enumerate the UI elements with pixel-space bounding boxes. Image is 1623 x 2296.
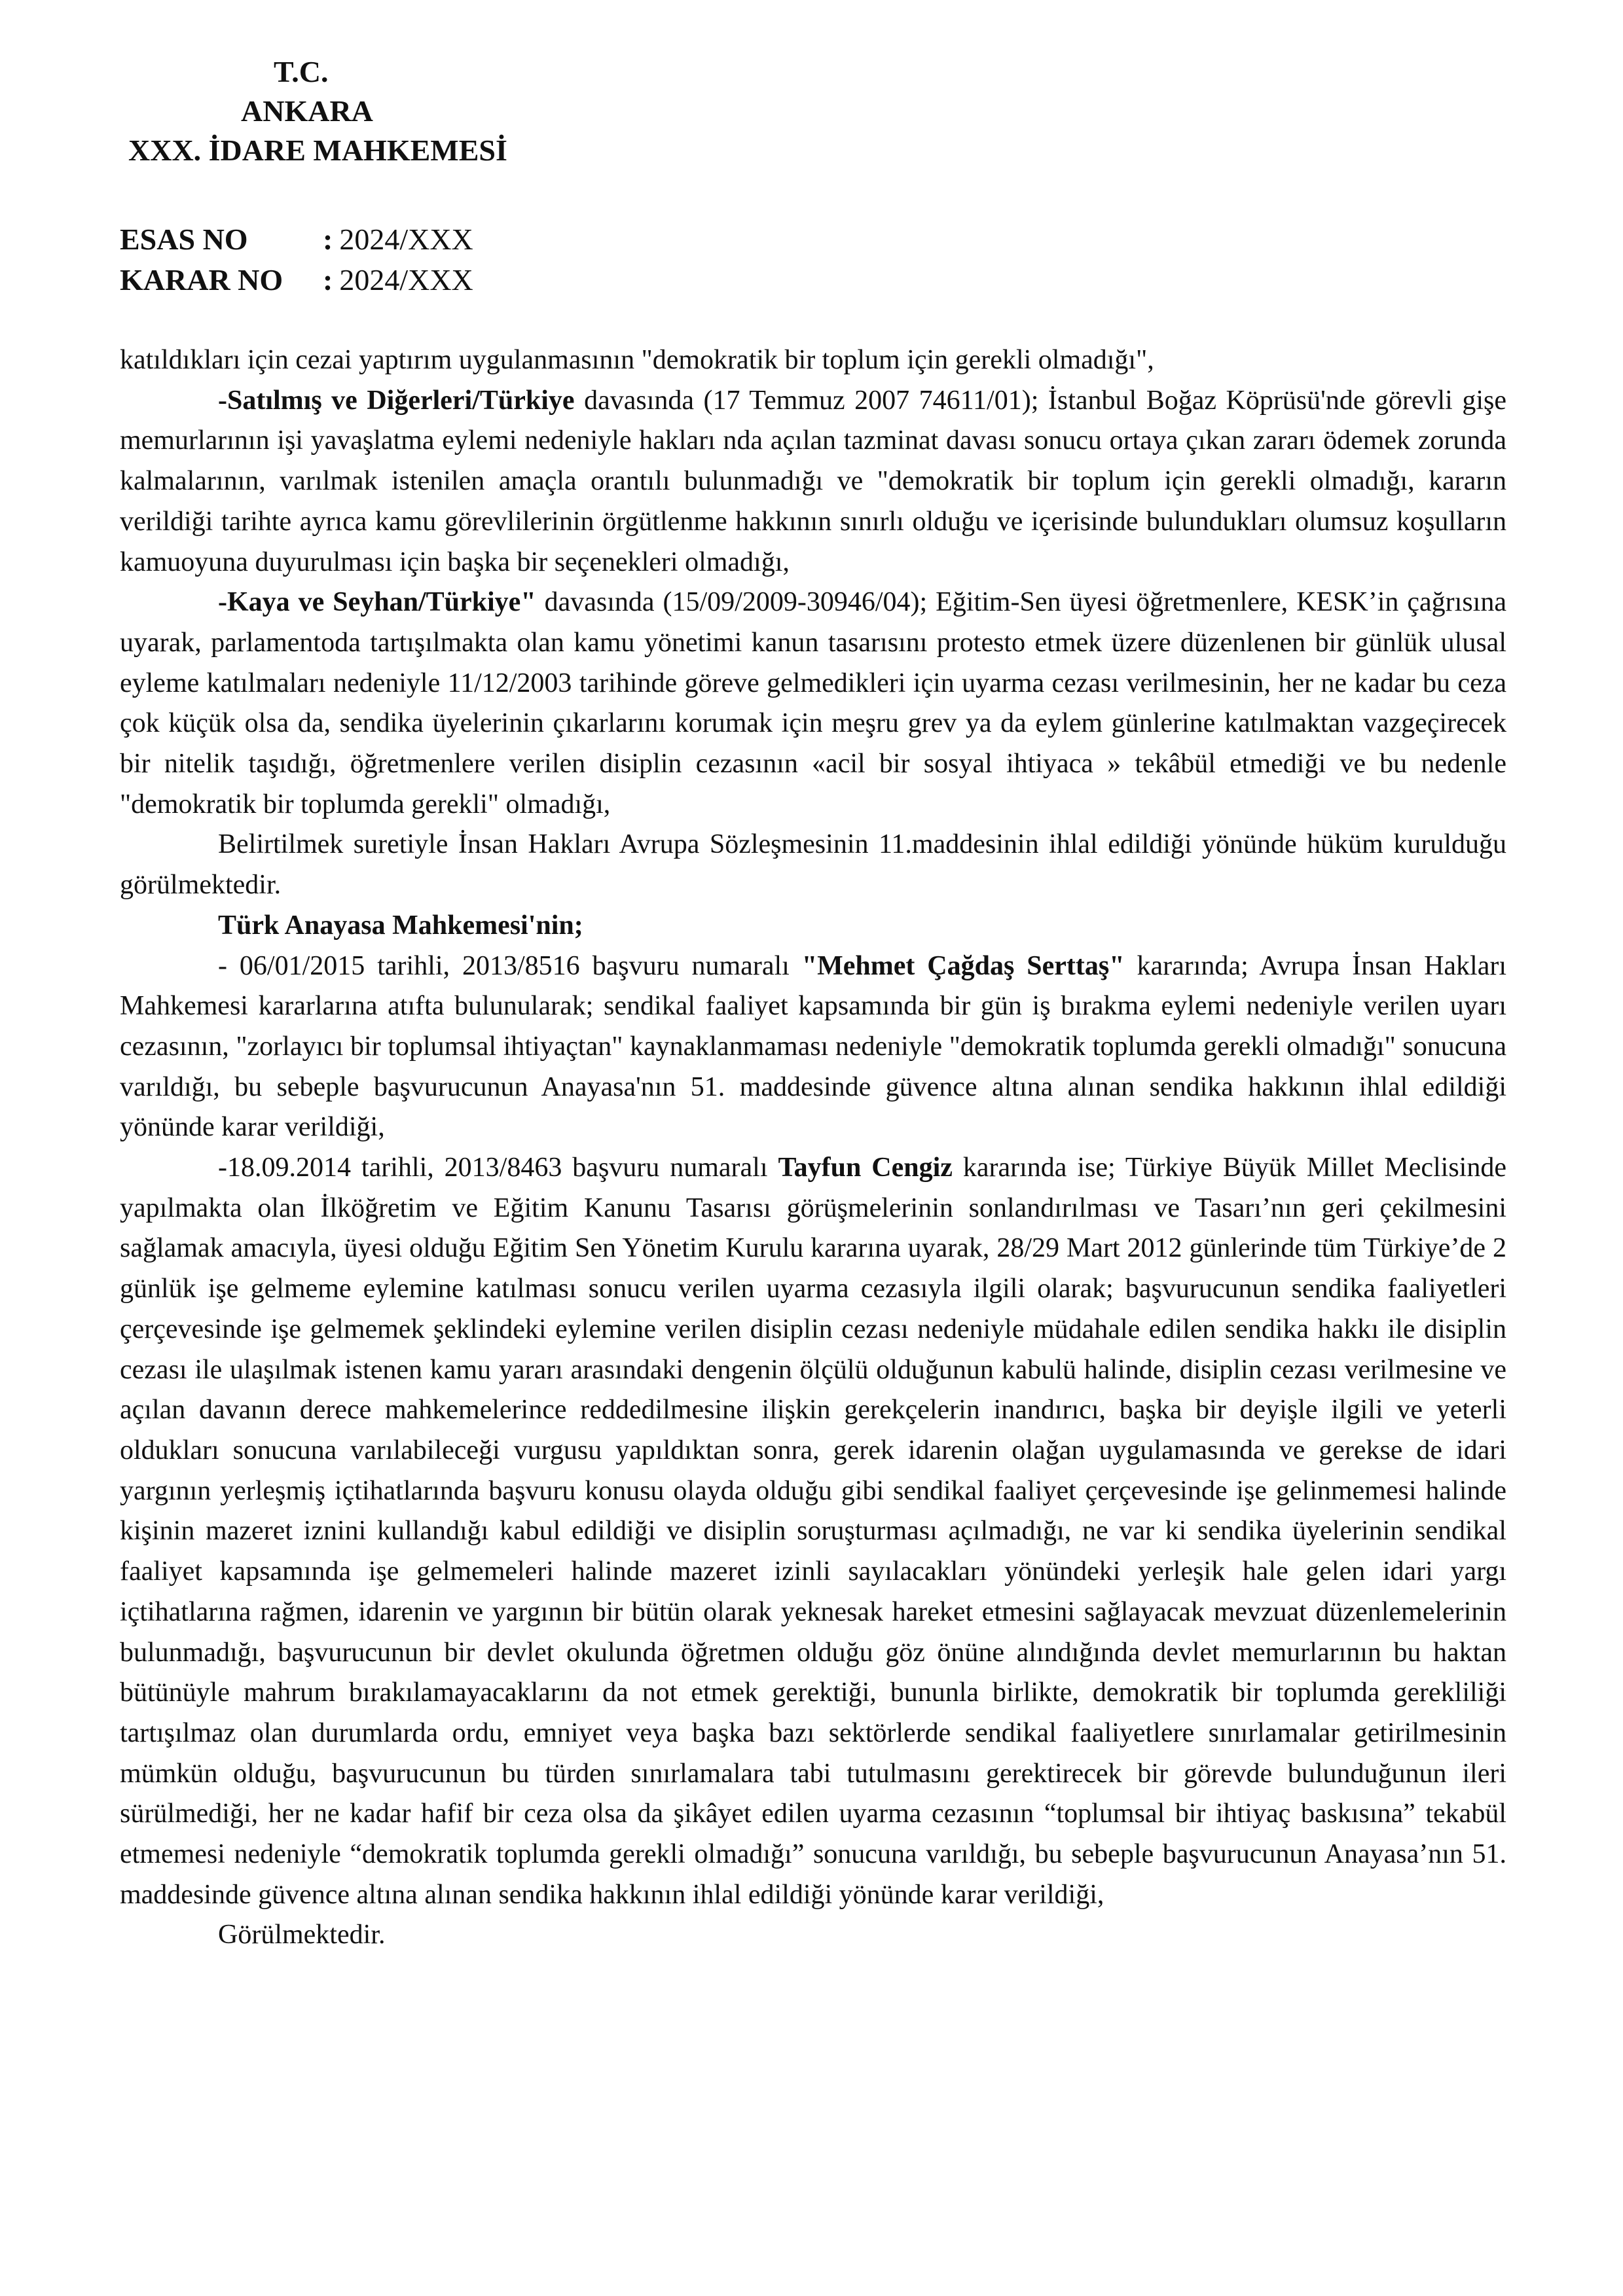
paragraph-cengiz-text: kararında ise; Türkiye Büyük Millet Meclisinde yapılmakta olan İlköğretim ve Eğitim Kanunu Tasarısı görüşmelerinin sonlandırılması ve Tasarı’nın geri çekilmesini sağlamak amacıyla, üyesi olduğu Eğitim Sen Yönetim Kurulu kararına uyarak, 28/29 Mart 2012 günlerinde tüm Türkiye’de 2 günlük işe gelmeme eylemine katılması sonucu verilen uyarma cezasıyla ilgili olarak; başvurucunun sendika faaliyetleri çerçevesinde işe gelmemek şeklindeki eylemine verilen disiplin cezası nedeniyle müdahale edilen sendika hakkı ile disiplin cezası ile ulaşılmak istenen kamu yararı arasındaki dengenin ölçülü olduğunun kabulü halinde, disiplin cezası verilmesine ve açılan davanın derece mahkemelerince reddedilmesine ilişkin gerekçelerin inandırıcı, başka bir deyişle ilgili ve yeterli oldukları sonucuna varılabileceği vurgusu yapıldıktan sonra, gerek idarenin olağan uygulamasında ve gerekse de idari yargının yerleşmiş içtihatlarında başvuru konusu olayda olduğu gibi sendikal faaliyet çerçevesinde işe gelinmemesi halinde kişinin mazeret iznini kullandığı kabul edildiği ve disiplin soruşturması açılmadığı, ne var ki sendika üyelerinin sendikal faaliyet kapsamında işe gelmemeleri halinde mazeret izinli sayılacakları yönündeki yerleşik hale gelen idari yargı içtihatlarına rağmen, idarenin ve yargının bir bütün olarak yeknesak hareket etmesini sağlayacak mevzuat düzenlemelerinin bulunmadığı, başvurucunun bir devlet okulunda öğretmen olduğu göz önüne alındığında devlet memurlarının bu haktan bütünüyle mahrum bırakılamayacaklarını da not etmek gerektiği, bununla birlikte, demokratik bir toplumda gerekliliği tartışılmaz olan durumlarda ordu, emniyet veya başka bazı sektörlerde sendikal faaliyetlere sınırlamalar getirilmesinin mümkün olduğu, başvurucunun bu türden sınırlamalara tabi tutulmasını gerektirecek bir görevde bulunduğunun ileri sürülmediği, her ne kadar hafif bir ceza olsa da şikâyet edilen uyarma cezasının “toplumsal bir ihtiyaç baskısına” tekabül etmemesi nedeniyle “demokratik toplumda gerekli olmadığı” sonucuna varıldığı, bu sebeple başvurucunun Anayasa’nın 51. maddesinde güvence altına alınan sendika hakkının ihlal edildiği yönünde karar verildiği, [120, 1153, 1506, 1910]
karar-label: KARAR NO [120, 263, 283, 296]
esas-colon: : [323, 223, 333, 256]
case-name-kaya-seyhan: -Kaya ve Seyhan/Türkiye" [218, 587, 536, 618]
paragraph-1 [120, 340, 1506, 381]
paragraph-constitutional-court-heading [120, 906, 1506, 946]
paragraph-kaya-seyhan-text: davasında (15/09/2009-30946/04); Eğitim-Sen üyesi öğretmenlere, KESK’in çağrısına uyarak, parlamentoda tartışılmakta olan kamu yönetimi kanun tasarısını protesto etmek üzere düzenlenen bir günlük ulusal eyleme katılmaları nedeniyle 11/12/2003 tarihinde göreve gelmedikleri için uyarma cezası verilmesinin, her ne kadar bu ceza çok küçük olsa da, sendika üyelerinin çıkarlarını korumak için meşru grev ya da eylem günlerine katılmaktan vazgeçirecek bir nitelik taşıdığı, öğretmenlere verilen disiplin cezasının «acil bir sosyal ihtiyaca » tekâbül etmediği ve bu nedenle "demokratik bir toplumda gerekli" olmadığı, [120, 587, 1506, 819]
header-tc: T.C. [274, 55, 329, 88]
karar-row [120, 260, 473, 300]
paragraph-conclusion-echr-text: Belirtilmek suretiyle İnsan Hakları Avrupa Sözleşmesinin 11.maddesinin ihlal edildiği yönünde hüküm kurulduğu görülmektedir. [120, 829, 1506, 901]
header-city: ANKARA [241, 94, 373, 128]
paragraph-cengiz-intro: -18.09.2014 tarihli, 2013/8463 başvuru numaralı [218, 1153, 778, 1183]
esas-label: ESAS NO [120, 223, 248, 256]
document-body [120, 340, 1506, 1956]
paragraph-sertas-text: kararında; Avrupa İnsan Hakları Mahkemesi kararlarına atıfta bulunularak; sendikal faaliyet kapsamında bir gün iş bırakma eylemi nedeniyle verilen uyarı cezasının, "zorlayıcı bir toplumsal ihtiyaçtan" kaynaklanmaması nedeniyle "demokratik toplumda gerekli olmadığı" sonucuna varıldığı, bu sebeple başvurucunun Anayasa'nın 51. maddesinde güvence altına alınan sendika hakkının ihlal edildiği yönünde karar verildiği, [120, 950, 1507, 1143]
paragraph-satilmis-text: davasında (17 Temmuz 2007 74611/01); İstanbul Boğaz Köprüsü'nde görevli gişe memurlarının işi yavaşlatma eylemi nedeniyle hakları nda açılan tazminat davası sonucu ortaya çıkan zararı ödemek zorunda kalmalarının, varılmak istenilen amaçla orantılı bulunmadığı ve "demokratik bir toplum için gerekli olmadığı, kararın verildiği tarihte ayrıca kamu görevlilerinin örgütlenme hakkının sınırlı olduğu ve içerisinde bulundukları olumsuz koşulların kamuoyuna duyurulması için başka bir seçenekleri olmadığı, [120, 385, 1506, 577]
header-court-name: XXX. İDARE MAHKEMESİ [128, 134, 507, 167]
case-name-satilmis: -Satılmış ve Diğerleri/Türkiye [218, 385, 575, 416]
paragraph-conclusion-echr [120, 825, 1506, 905]
paragraph-kaya-seyhan [120, 583, 1506, 825]
paragraph-closing-text: Görülmektedir. [218, 1920, 386, 1950]
paragraph-sertas-intro: - 06/01/2015 tarihli, 2013/8516 başvuru numaralı [218, 950, 802, 981]
paragraph-1-text: katıldıkları için cezai yaptırım uygulanmasının "demokratik bir toplum için gerekli olmadığı", [120, 345, 1154, 375]
paragraph-cengiz [120, 1148, 1506, 1915]
esas-value: 2024/XXX [339, 223, 473, 256]
case-name-sertas: "Mehmet Çağdaş Serttaş" [801, 950, 1125, 981]
karar-colon: : [323, 263, 333, 296]
paragraph-satilmis [120, 381, 1506, 583]
case-info [120, 219, 473, 300]
paragraph-closing [120, 1915, 1506, 1956]
paragraph-sertas [120, 946, 1506, 1149]
case-name-cengiz: Tayfun Cengiz [778, 1153, 953, 1183]
constitutional-court-heading: Türk Anayasa Mahkemesi'nin; [218, 910, 583, 941]
karar-value: 2024/XXX [339, 263, 473, 296]
esas-row [120, 219, 473, 260]
